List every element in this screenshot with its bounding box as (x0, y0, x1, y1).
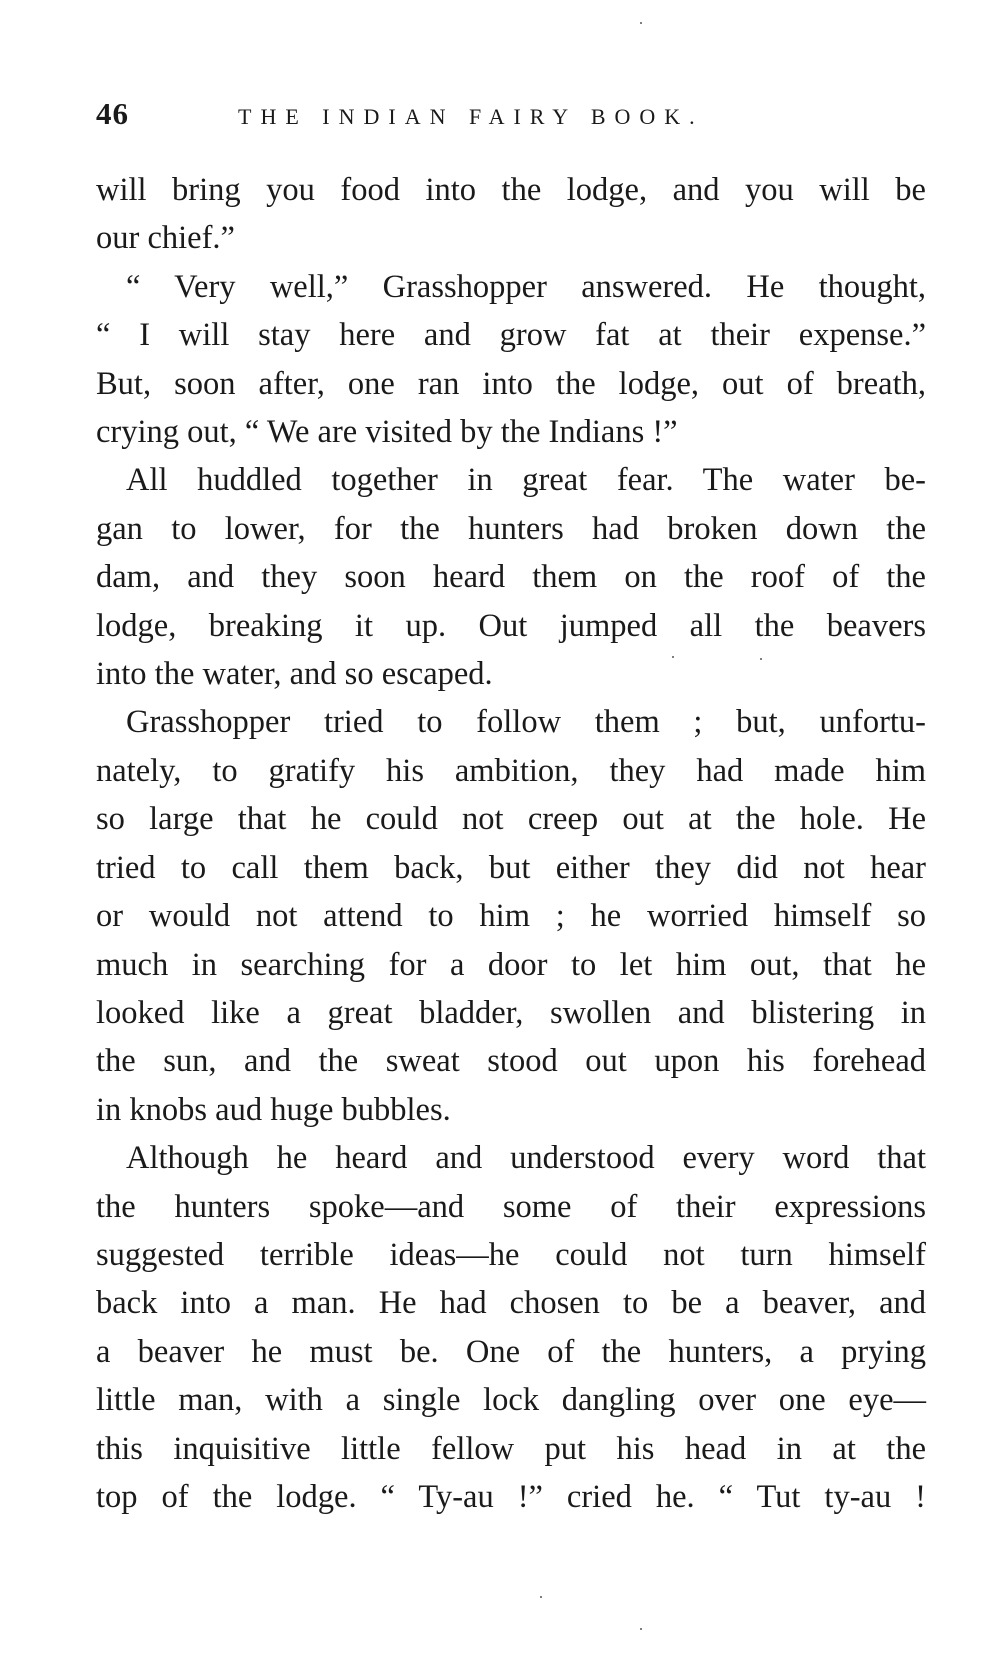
text-line: looked like a great bladder, swollen and blistering in (96, 994, 926, 1031)
paper-speck (540, 1596, 542, 1598)
text-line: But, soon after, one ran into the lodge, out of breath, (96, 365, 926, 402)
text-line: back into a man. He had chosen to be a beaver, and (96, 1285, 926, 1322)
text-line: a beaver he must be. One of the hunters, a prying (96, 1333, 926, 1370)
text-line: tried to call them back, but either they did not hear (96, 849, 926, 886)
text-line: this inquisitive little fellow put his head in at the (96, 1430, 926, 1467)
page-number: 46 (96, 96, 129, 131)
text-line: suggested terrible ideas—he could not turn himself (96, 1236, 926, 1273)
text-line: “ Very well,” Grasshopper answered. He thought, (126, 268, 926, 305)
paper-speck (640, 1628, 642, 1630)
text-line: crying out, “ We are visited by the Indians !” (96, 414, 678, 451)
running-head: THE INDIAN FAIRY BOOK. (238, 104, 704, 129)
text-line: nately, to gratify his ambition, they had made him (96, 752, 926, 789)
text-line: in knobs aud huge bubbles. (96, 1091, 451, 1128)
paper-speck (672, 656, 674, 658)
text-line: dam, and they soon heard them on the roof of the (96, 559, 926, 596)
text-line: so large that he could not creep out at the hole. He (96, 801, 926, 838)
text-line: Although he heard and understood every word that (126, 1140, 926, 1177)
text-line: top of the lodge. “ Ty-au !” cried he. “ Tut ty-au ! (96, 1478, 926, 1515)
body-text (96, 166, 926, 1521)
text-line: much in searching for a door to let him out, that he (96, 946, 926, 983)
text-line: “ I will stay here and grow fat at their expense.” (96, 317, 926, 354)
text-line: Grasshopper tried to follow them ; but, unfortu- (126, 704, 926, 741)
page-header (96, 96, 916, 140)
text-line: the sun, and the sweat stood out upon his forehead (96, 1043, 926, 1080)
text-line: All huddled together in great fear. The water be- (126, 462, 926, 499)
text-line: or would not attend to him ; he worried himself so (96, 898, 926, 935)
paper-speck (640, 22, 642, 24)
text-line: into the water, and so escaped. (96, 656, 493, 693)
text-line: little man, with a single lock dangling over one eye— (96, 1382, 926, 1419)
paper-speck (760, 658, 762, 660)
text-line: our chief.” (96, 220, 235, 257)
text-line: gan to lower, for the hunters had broken down the (96, 510, 926, 547)
text-line: the hunters spoke—and some of their expressions (96, 1188, 926, 1225)
text-line: will bring you food into the lodge, and you will be (96, 172, 926, 208)
text-line: lodge, breaking it up. Out jumped all the beavers (96, 607, 926, 644)
